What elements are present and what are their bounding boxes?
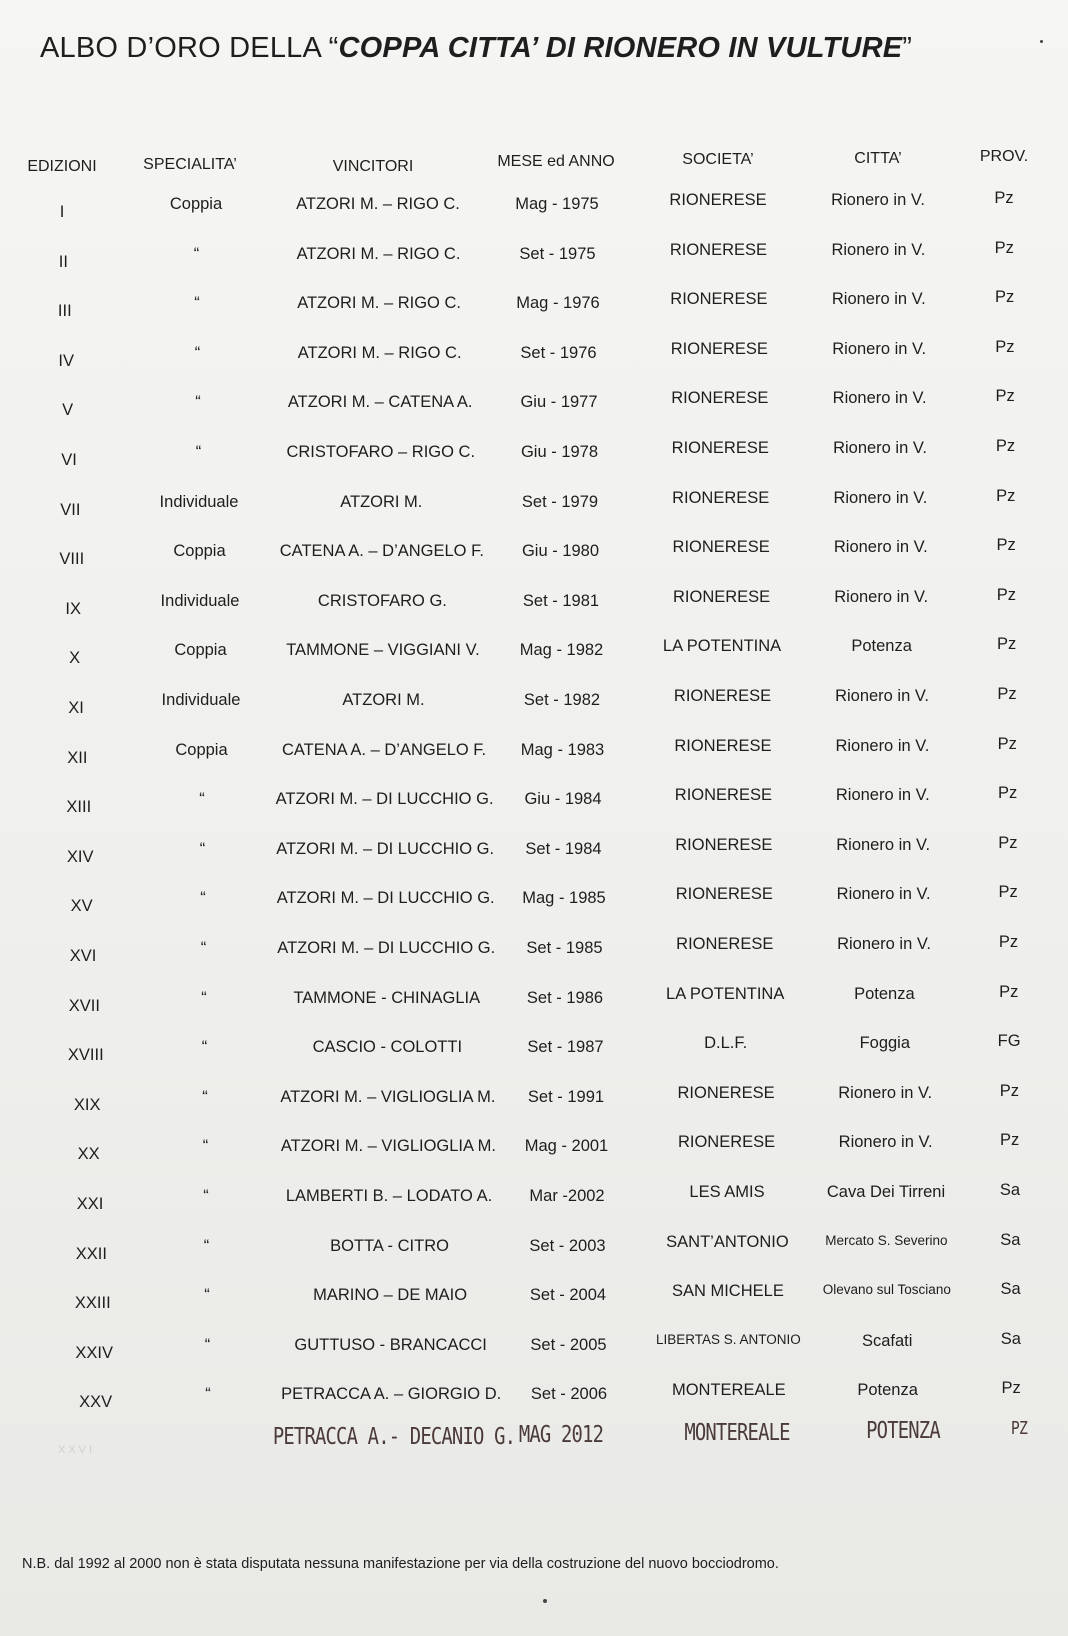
cell-soc: RIONERESE [677,1133,776,1152]
cell-prov: Pz [995,337,1015,356]
header-citta: CITTA’ [854,150,902,167]
cell-spec: Coppia [174,641,227,660]
cell-soc: RIONERESE [673,687,772,705]
cell-mese: Mag - 1983 [520,740,605,759]
footnote: N.B. dal 1992 al 2000 non è stata disputata nessuna manifestazione per via della costruzione del nuovo bocciodromo. [22,1556,779,1572]
cell-soc: RIONERESE [677,1083,775,1102]
cell-citta: Rionero in V. [835,786,930,805]
cell-vinc: CRISTOFARO – RIGO C. [286,443,476,461]
cell-citta: Rionero in V. [834,587,929,606]
cell-spec: Individuale [161,691,241,709]
cell-citta: Rionero in V. [837,935,931,953]
cell-mese: Set - 2004 [529,1286,607,1305]
cell-vinc: ATZORI M. – DI LUCCHIO G. [276,889,495,908]
cell-vinc: BOTTA - CITRO [330,1236,449,1255]
cell-soc: D.L.F. [704,1034,748,1053]
cell-prov: Sa [1000,1329,1021,1348]
cell-mese: Set - 1982 [523,691,601,709]
cell-citta: Rionero in V. [838,1133,933,1152]
cell-citta: Rionero in V. [831,290,926,309]
cell-prov: FG [997,1032,1021,1051]
cell-prov: Pz [1001,1379,1021,1398]
cell-citta: Foggia [859,1034,911,1053]
cell-spec: “ [201,1038,208,1057]
cell-mese: Set - 2006 [530,1385,608,1404]
cell-prov: Pz [994,189,1014,207]
cell-spec: “ [194,343,201,362]
cell-soc: RIONERESE [672,488,770,507]
cell-soc: RIONERESE [675,885,773,904]
cell-citta: Potenza [857,1381,918,1400]
cell-mese: Set - 1986 [526,988,604,1007]
handwritten-societa: MONTEREALE [684,1420,790,1446]
cell-mese: Mag - 1985 [522,889,606,908]
cell-ed: V [62,401,74,420]
cell-mese: Giu - 1984 [524,790,602,809]
cell-vinc: ATZORI M. – DI LUCCHIO G. [276,839,495,858]
cell-ed: XIV [66,847,94,866]
cell-spec: “ [193,244,200,263]
cell-ed: XX [77,1145,100,1164]
cell-citta: Rionero in V. [832,339,927,358]
cell-spec: “ [204,1335,211,1354]
cell-mese: Set - 1991 [527,1087,605,1106]
cell-citta: Rionero in V. [832,389,927,408]
page-mark [543,1599,547,1603]
cell-ed: XIII [66,798,92,817]
cell-soc: SANT’ANTONIO [666,1232,789,1251]
cell-vinc: ATZORI M. – DI LUCCHIO G. [277,939,496,957]
header-societa: SOCIETA’ [682,151,754,168]
cell-ed: XIX [73,1095,101,1114]
cell-citta: Rionero in V. [833,439,927,457]
cell-soc: RIONERESE [672,538,770,557]
cell-ed: IX [65,599,81,618]
header-edizioni: EDIZIONI [27,158,97,175]
cell-spec: “ [201,988,207,1007]
cell-prov: Pz [994,238,1014,257]
cell-soc: RIONERESE [673,587,771,606]
cell-prov: Pz [995,387,1015,406]
cell-ed: II [58,252,68,271]
cell-spec: Coppia [173,542,226,561]
cell-prov: Pz [998,833,1018,852]
cell-vinc: PETRACCA A. – GIORGIO D. [281,1385,502,1404]
cell-ed: XXIV [75,1343,113,1362]
cell-ed: XVII [68,996,100,1015]
cell-spec: “ [202,1087,208,1106]
cell-ed: III [57,302,72,321]
cell-citta: Scafati [861,1331,913,1350]
cell-citta: Potenza [854,984,915,1003]
cell-ed: VIII [59,550,85,569]
cell-spec: “ [200,939,207,957]
cell-vinc: ATZORI M. – VIGLIOGLIA M. [280,1137,497,1156]
cell-spec: “ [202,1137,209,1156]
cell-citta: Rionero in V. [836,835,931,854]
cell-citta: Rionero in V. [833,538,928,557]
cell-prov: Pz [997,784,1018,803]
cell-spec: Coppia [169,195,223,213]
cell-soc: LIBERTAS S. ANTONIO [655,1331,801,1347]
cell-soc: SAN MICHELE [671,1282,784,1301]
cell-ed: XVIII [67,1046,104,1065]
cell-mese: Giu - 1980 [521,542,600,561]
cell-mese: Mar -2002 [529,1187,605,1205]
cell-prov: Sa [1000,1230,1021,1249]
cell-vinc: CATENA A. – D’ANGELO F. [281,740,487,759]
document-title: ALBO D’ORO DELLA “COPPA CITTA’ DI RIONERO IN VULTURE” [40,32,913,64]
cell-soc: RIONERESE [670,290,768,309]
cell-vinc: LAMBERTI B. – LODATO A. [285,1187,493,1205]
cell-vinc: ATZORI M. – RIGO C. [297,343,462,362]
cell-mese: Set - 2005 [530,1335,607,1354]
cell-mese: Giu - 1978 [520,443,599,461]
cell-prov: Pz [998,933,1019,951]
cell-ed: XII [67,748,88,767]
cell-prov: Pz [1000,1131,1020,1150]
cell-mese: Mag - 1975 [515,195,599,213]
cell-spec: “ [205,1385,211,1404]
cell-ed: XV [70,897,93,916]
cell-citta: Rionero in V. [831,191,925,209]
cell-soc: RIONERESE [671,439,769,457]
cell-citta: Rionero in V. [835,687,929,705]
cell-citta: Cava Dei Tirreni [826,1183,946,1201]
cell-vinc: ATZORI M. [340,492,423,511]
cell-ed: XXI [76,1195,104,1213]
cell-soc: RIONERESE [674,786,772,805]
cell-mese: Giu - 1977 [520,393,598,412]
handwritten-vincitori: PETRACCA A.- DECANIO G. [272,1424,516,1450]
page-mark [1040,40,1043,43]
cell-citta: Mercato S. Severino [825,1232,948,1248]
cell-soc: RIONERESE [671,389,769,408]
cell-vinc: ATZORI M. – DI LUCCHIO G. [275,790,494,809]
cell-prov: Sa [999,1181,1021,1199]
cell-citta: Rionero in V. [833,488,928,507]
cell-spec: “ [195,443,202,461]
cell-ed: I [59,203,65,221]
cell-spec: “ [200,889,206,908]
cell-vinc: ATZORI M. – RIGO C. [296,244,461,263]
cell-ed: XI [68,699,84,717]
cell-spec: “ [199,839,206,858]
handwritten-prov: PZ [1010,1418,1028,1439]
cell-spec: Individuale [160,591,240,610]
cell-spec: “ [203,1236,210,1255]
cell-soc: LES AMIS [689,1183,765,1201]
cell-mese: Mag - 2001 [524,1137,609,1156]
cell-ed: IV [58,351,74,370]
handwritten-citta: POTENZA [866,1418,940,1444]
cell-citta: Rionero in V. [835,736,930,755]
cell-mese: Set - 2003 [529,1236,606,1255]
cell-ed: X [69,649,81,668]
cell-spec: Coppia [175,740,228,759]
header-specialita: SPECIALITA’ [143,156,237,173]
cell-mese: Set - 1975 [519,244,596,263]
cell-soc: RIONERESE [670,339,768,358]
handwritten-edition: XXVI [58,1444,96,1456]
cell-ed: XXIII [74,1294,111,1313]
cell-vinc: MARINO – DE MAIO [313,1286,468,1305]
cell-soc: RIONERESE [669,191,767,209]
cell-soc: RIONERESE [674,736,772,755]
cell-citta: Potenza [851,637,912,656]
cell-ed: XVI [69,947,97,965]
cell-soc: RIONERESE [669,240,768,259]
cell-ed: XXII [75,1244,107,1263]
cell-mese: Mag - 1982 [519,641,604,660]
cell-vinc: ATZORI M. – VIGLIOGLIA M. [280,1087,496,1106]
cell-mese: Mag - 1976 [516,294,600,313]
cell-citta: Rionero in V. [836,885,931,904]
cell-prov: Pz [997,685,1017,703]
cell-vinc: ATZORI M. [342,691,425,709]
cell-prov: Sa [1000,1280,1021,1299]
cell-spec: “ [203,1187,209,1205]
cell-prov: Pz [999,1081,1020,1100]
cell-mese: Set - 1981 [522,591,600,610]
cell-prov: Pz [999,982,1019,1001]
header-prov: PROV. [979,148,1029,165]
cell-spec: “ [199,790,205,809]
cell-vinc: ATZORI M. – RIGO C. [297,294,461,313]
cell-soc: RIONERESE [675,835,773,854]
handwritten-mese: MAG 2012 [518,1422,604,1448]
header-vincitori: VINCITORI [332,158,414,175]
cell-vinc: CASCIO - COLOTTI [312,1038,463,1057]
cell-prov: Pz [996,585,1017,604]
cell-ed: XXV [79,1393,113,1412]
cell-vinc: ATZORI M. – RIGO C. [296,195,460,213]
cell-soc: MONTEREALE [671,1381,786,1400]
cell-vinc: CRISTOFARO G. [317,591,447,610]
cell-vinc: CATENA A. – D’ANGELO F. [279,542,484,561]
cell-prov: Pz [996,486,1016,505]
cell-mese: Set - 1984 [525,839,602,858]
cell-vinc: GUTTUSO - BRANCACCI [294,1335,487,1354]
cell-prov: Pz [997,635,1017,654]
cell-vinc: TAMMONE - CHINAGLIA [293,988,481,1007]
cell-mese: Set - 1979 [521,492,599,511]
cell-ed: VII [60,500,81,519]
cell-soc: LA POTENTINA [662,637,782,656]
cell-prov: Pz [997,734,1017,753]
cell-mese: Set - 1976 [520,343,597,362]
cell-spec: “ [195,393,201,412]
cell-spec: Individuale [159,492,239,511]
cell-soc: LA POTENTINA [666,984,785,1003]
cell-citta: Rionero in V. [831,240,926,259]
cell-prov: Pz [994,288,1015,307]
cell-citta: Rionero in V. [838,1083,933,1102]
cell-vinc: ATZORI M. – CATENA A. [287,393,473,412]
cell-prov: Pz [998,883,1018,902]
cell-ed: VI [61,451,77,469]
cell-prov: Pz [995,437,1016,455]
cell-vinc: TAMMONE – VIGGIANI V. [286,641,480,660]
cell-mese: Set - 1985 [526,939,603,957]
cell-soc: RIONERESE [676,935,774,953]
cell-mese: Set - 1987 [527,1038,604,1057]
header-mese-anno: MESE ed ANNO [497,153,615,170]
cell-spec: “ [204,1286,210,1305]
cell-spec: “ [194,294,200,313]
cell-prov: Pz [996,536,1016,555]
cell-citta: Olevano sul Tosciano [822,1282,951,1298]
